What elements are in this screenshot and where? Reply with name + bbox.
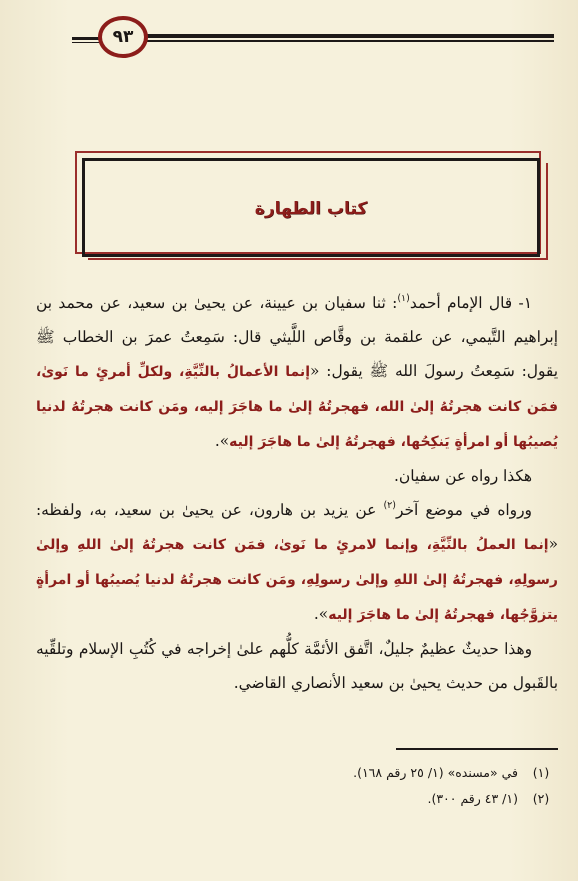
isnad-chain: : ثنا سفيان بن عيينة، عن يحيىٰ بن سعيد، عن محمد بن إبراهيم التَّيمي، عن علقمة بن وقَّاص اللَّيثي قال: سَمِعتُ عمرَ بن الخطاب ﷺ يقول: سَمِعتُ رسولَ الله ﷺ يقول: « xyxy=(36,294,558,380)
footnote xyxy=(36,786,556,812)
footnotes xyxy=(36,760,556,812)
main-text xyxy=(36,286,558,700)
commentary-text: وهذا حديثٌ عظيمٌ جليلٌ، اتَّفق الأئمَّة كلُّهم علىٰ إخراجه في كُتُبِ الإسلام وتلقِّيه بالقَبول من حديث يحيىٰ بن سعيد الأنصاري القاضي. xyxy=(36,640,558,692)
paragraph-note xyxy=(36,459,558,493)
title-frame xyxy=(82,158,540,257)
quote-close: ». xyxy=(214,432,230,450)
header-rule xyxy=(146,34,554,43)
footnote-ref-1[interactable]: (١) xyxy=(397,293,410,304)
footnote-text: (١/ ٤٣ رقم ٣٠٠). xyxy=(427,791,518,806)
footnote xyxy=(36,760,556,786)
header-rule-left xyxy=(72,37,100,42)
page-number: ٩٣ xyxy=(98,16,148,58)
paragraph-hadith-2 xyxy=(36,493,558,632)
footnote-text: في «مسنده» (١/ ٢٥ رقم ١٦٨). xyxy=(353,765,518,780)
quote-close: ». xyxy=(313,605,329,623)
note-text: هكذا رواه عن سفيان. xyxy=(394,467,532,485)
paragraph-hadith-1 xyxy=(36,286,558,459)
footnote-number: (١) xyxy=(532,765,550,780)
isnad-chain: عن يزيد بن هارون، عن يحيىٰ بن سعيد، به، ولفظه: « xyxy=(36,501,558,553)
paragraph-commentary xyxy=(36,632,558,700)
chapter-title: كتاب الطهارة xyxy=(254,198,368,219)
hadith-number: ١- xyxy=(518,294,533,312)
footnote-number: (٢) xyxy=(532,791,550,806)
narration-intro: ورواه في موضع آخر xyxy=(396,501,532,519)
footnote-divider xyxy=(396,748,558,750)
hadith-text: إنما الأعمالُ بالنِّيَّةِ، ولكلِّ أمرئٍ ما نَوىٰ، فمَن كانت هجرتُهُ إلىٰ الله، فهجرتُهُ إلىٰ ما هاجَرَ إليه، ومَن كانت هجرتُهُ لدنيا يُصيبُها أو امرأةٍ يَنكِحُها، فهجرتُهُ إلىٰ ما هاجَرَ إليه xyxy=(36,364,558,450)
hadith-text: إنما العملُ بالنِّيَّةِ، وإنما لامرئٍ ما نَوىٰ، فمَن كانت هجرتُهُ إلىٰ اللهِ وإلىٰ رسولِهِ، فهجرتُهُ إلىٰ اللهِ وإلىٰ رسولِهِ، ومَن كانت هجرتُهُ لدنيا يُصيبُها أو امرأةٍ يتزوَّجُها، فهجرتُهُ إلىٰ ما هاجَرَ إليه xyxy=(36,537,558,623)
footnote-ref-2[interactable]: (٢) xyxy=(383,500,396,511)
narrator-intro: قال الإمام أحمد xyxy=(409,294,513,312)
